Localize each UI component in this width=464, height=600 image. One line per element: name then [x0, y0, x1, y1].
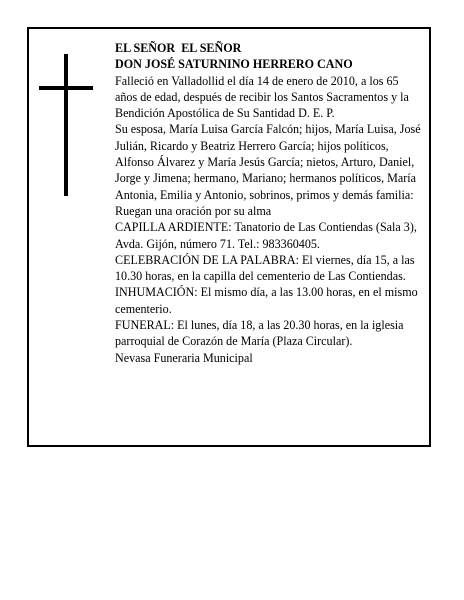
death-announcement: Falleció en Valladollid el día 14 de enero de 2010, a los 65 años de edad, después de recibir los Santos Sacramentos y la Bendición Apostólica de Su Santidad D. E. P.: [115, 73, 409, 121]
celebration-info: CELEBRACIÓN DE LA PALABRA: El viernes, día 15, a las 10.30 horas, en la capilla del cementerio de Las Contiendas.: [115, 252, 415, 284]
cross-icon: [39, 54, 93, 196]
cross-horizontal-bar: [39, 86, 93, 90]
cross-vertical-bar: [64, 54, 68, 196]
funeral-home-signature: Nevasa Funeraria Municipal: [115, 350, 253, 365]
obituary-notice: [27, 27, 431, 447]
notice-title-line-1: EL SEÑOR EL SEÑOR: [115, 41, 242, 55]
funeral-info: FUNERAL: El lunes, día 18, a las 20.30 horas, en la iglesia parroquial de Corazón de María (Plaza Circular).: [115, 318, 404, 349]
notice-text: [115, 40, 423, 366]
deceased-name: DON JOSÉ SATURNINO HERRERO CANO: [115, 57, 353, 72]
chapel-info: CAPILLA ARDIENTE: Tanatorio de Las Contiendas (Sala 3), Avda. Gijón, número 71. Tel.: 983360405.: [115, 220, 417, 251]
burial-info: INHUMACIÓN: El mismo día, a las 13.00 horas, en el mismo cementerio.: [115, 285, 418, 316]
family-list: Su esposa, María Luisa García Falcón; hijos, María Luisa, José Julián, Ricardo y Beatriz Herrero García; hijos políticos, Alfonso Álvarez y María Jesús García; nietos, Arturo, Daniel, Jorge y Jimena; hermano, Mariano; hermanos políticos, María Antonia, Emilia y Antonio, sobrinos, primos y demás familia:: [115, 122, 421, 202]
prayer-request: Ruegan una oración por su alma: [115, 203, 272, 218]
